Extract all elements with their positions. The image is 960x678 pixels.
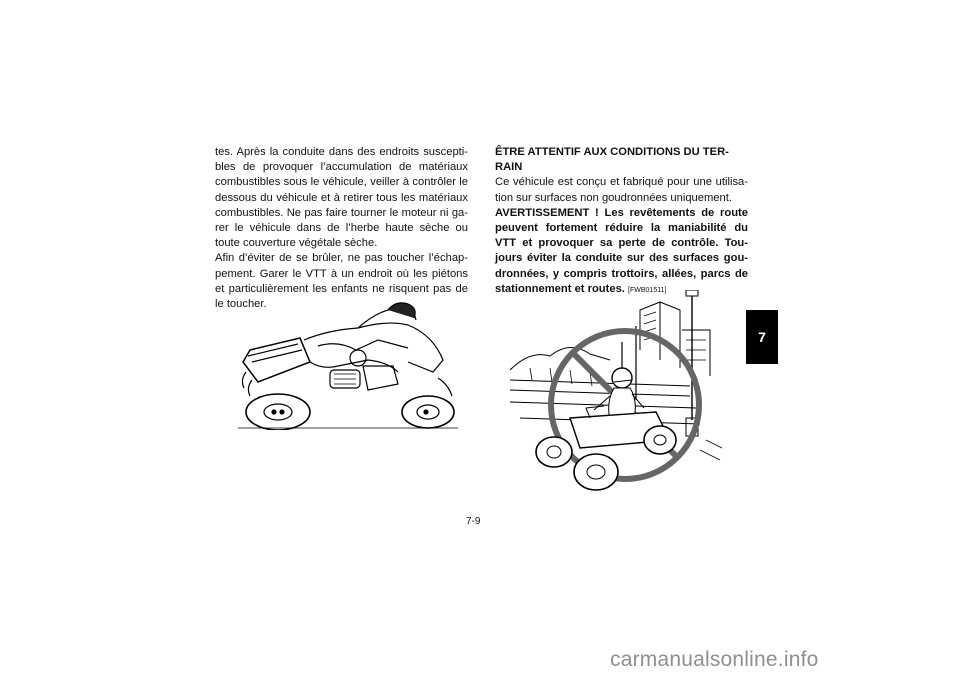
paragraph-avoid-burns: Afin d’éviter de se brûler, ne pas toucher l’échap-pement. Garer le VTT à un endroit où les piétons et particulièrement les enfants ne risquent pas de le toucher. — [215, 252, 468, 311]
paragraph-hot-exhaust: tes. Après la conduite dans des endroits suscepti-bles de provoquer l’accumulation de matériaux combustibles sous le véhicule, veiller à contrôler le dessous du véhicule et à retirer tous les matériaux combustibles. Ne pas faire tourner le moteur ni ga-rer le véhicule dans de l’herbe haute sèche ou toute couverture végétale sèche. — [215, 146, 468, 250]
page-number: 7-9 — [466, 516, 481, 527]
no-pavement-riding-illustration — [510, 290, 738, 502]
warning-code: [FWB01511] — [628, 286, 667, 294]
chapter-tab: 7 — [746, 310, 778, 364]
warning-text: AVERTISSEMENT ! Les revêtements de route peuvent fortement réduire la maniabilité du VTT et provoquer sa perte de contrôle. Tou-jours éviter la conduite sur des surfaces gou-dronnées, y compris trottoirs, allées, parcs de stationnement et routes. — [495, 206, 748, 295]
section-body: Ce véhicule est conçu et fabriqué pour une utilisa-tion sur surfaces non goudronnées uniquement. — [495, 176, 748, 204]
atv-exhaust-illustration — [238, 300, 458, 430]
warning-block — [495, 206, 748, 298]
left-column — [215, 145, 468, 312]
watermark: carmanualsonline.info — [610, 648, 819, 671]
section-heading: ÊTRE ATTENTIF AUX CONDITIONS DU TER-RAIN — [495, 146, 729, 174]
right-column — [495, 145, 748, 298]
